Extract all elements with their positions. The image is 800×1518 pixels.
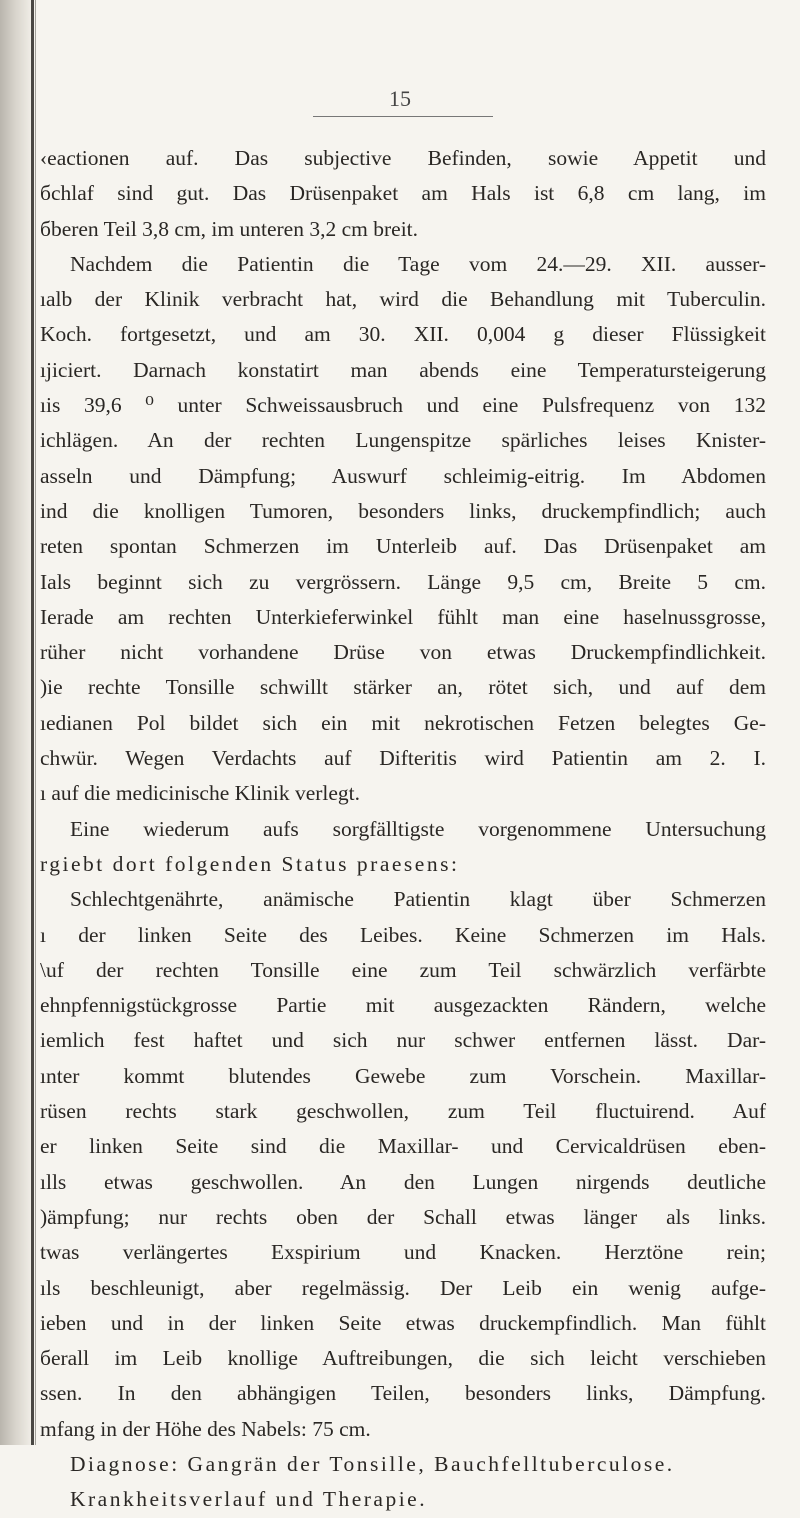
- text-line: ieben und in der linken Seite etwas druckempfindlich. Man fühlt: [40, 1310, 766, 1335]
- text-line: chwür. Wegen Verdachts auf Difteritis wird Patientin am 2. I.: [40, 746, 766, 771]
- text-line: Ierade am rechten Unterkieferwinkel fühlt man eine haselnussgrosse,: [40, 604, 766, 629]
- text-line: Eine wiederum aufs sorgfälltigste vorgenommene Untersuchung: [70, 816, 766, 841]
- text-line: ind die knolligen Tumoren, besonders links, druckempfindlich; auch: [40, 498, 766, 523]
- text-line: iemlich fest haftet und sich nur schwer entfernen lässt. Dar-: [40, 1028, 766, 1053]
- text-line: er linken Seite sind die Maxillar- und Cervicaldrüsen eben-: [40, 1134, 766, 1159]
- text-line: Nachdem die Patientin die Tage vom 24.—29. XII. ausser-: [70, 251, 766, 276]
- text-line: mfang in der Höhe des Nabels: 75 cm.: [40, 1416, 371, 1441]
- text-line: )ie rechte Tonsille schwillt stärker an, rötet sich, und auf dem: [40, 675, 766, 700]
- text-line: ssen. In den abhängigen Teilen, besonders links, Dämpfung.: [40, 1381, 766, 1406]
- binding-edge-inner: [35, 0, 36, 1445]
- text-line: ılls etwas geschwollen. An den Lungen nirgends deutliche: [40, 1169, 766, 1194]
- text-line: ıis 39,6 ⁰ unter Schweissausbruch und eine Pulsfrequenz von 132: [40, 393, 766, 418]
- text-line: Koch. fortgesetzt, und am 30. XII. 0,004 g dieser Flüssigkeit: [40, 322, 766, 347]
- text-line: ichlägen. An der rechten Lungenspitze spärliches leises Knister-: [40, 428, 766, 453]
- text-line: Schlechtgenährte, anämische Patientin klagt über Schmerzen: [70, 887, 766, 912]
- text-line: ı der linken Seite des Leibes. Keine Schmerzen im Hals.: [40, 922, 766, 947]
- text-line: ınter kommt blutendes Gewebe zum Vorschein. Maxillar-: [40, 1063, 766, 1088]
- text-line: twas verlängertes Exspirium und Knacken. Herztöne rein;: [40, 1240, 766, 1265]
- text-line: ı auf die medicinische Klinik verlegt.: [40, 781, 361, 806]
- text-line: Ials beginnt sich zu vergrössern. Länge 9,5 cm, Breite 5 cm.: [40, 569, 766, 594]
- binding-edge: [31, 0, 34, 1445]
- text-line: rgiebt dort folgenden Status praesens:: [40, 851, 460, 876]
- text-line: бerall im Leib knollige Auftreibungen, die sich leicht verschieben: [40, 1346, 766, 1371]
- text-line: )ämpfung; nur rechts oben der Schall etwas länger als links.: [40, 1204, 766, 1229]
- text-line: ehnpfennigstückgrosse Partie mit ausgezackten Rändern, welche: [40, 993, 766, 1018]
- text-line: rüher nicht vorhandene Drüse von etwas Druckempfindlichkeit.: [40, 640, 766, 665]
- text-line: ‹eactionen auf. Das subjective Befinden, sowie Appetit und: [40, 146, 766, 170]
- text-line: ıedianen Pol bildet sich ein mit nekrotischen Fetzen belegtes Ge-: [40, 710, 766, 735]
- text-line: ıjiciert. Darnach konstatirt man abends eine Temperatursteigerung: [40, 357, 766, 382]
- section-heading: Krankheitsverlauf und Therapie.: [70, 1487, 428, 1512]
- text-line: rüsen rechts stark geschwollen, zum Teil fluctuirend. Auf: [40, 1099, 766, 1124]
- diagnosis-line: Diagnose: Gangrän der Tonsille, Bauchfelltuberculose.: [70, 1451, 675, 1476]
- text-line: ıalb der Klinik verbracht hat, wird die Behandlung mit Tuberculin.: [40, 287, 766, 312]
- text-line: бberen Teil 3,8 cm, im unteren 3,2 cm breit.: [40, 216, 419, 241]
- body-text: [40, 141, 766, 1518]
- text-line: asseln und Dämpfung; Auswurf schleimig-eitrig. Im Abdomen: [40, 463, 766, 488]
- text-line: ıls beschleunigt, aber regelmässig. Der Leib ein wenig aufge-: [40, 1275, 766, 1300]
- page-number: 15: [389, 86, 411, 111]
- page-number-rule: [313, 116, 493, 117]
- text-line: reten spontan Schmerzen im Unterleib auf. Das Drüsenpaket am: [40, 534, 766, 559]
- text-line: бchlaf sind gut. Das Drüsenpaket am Hals ist 6,8 cm lang, im: [40, 181, 766, 206]
- text-line: \uf der rechten Tonsille eine zum Teil schwärzlich verfärbte: [40, 957, 766, 982]
